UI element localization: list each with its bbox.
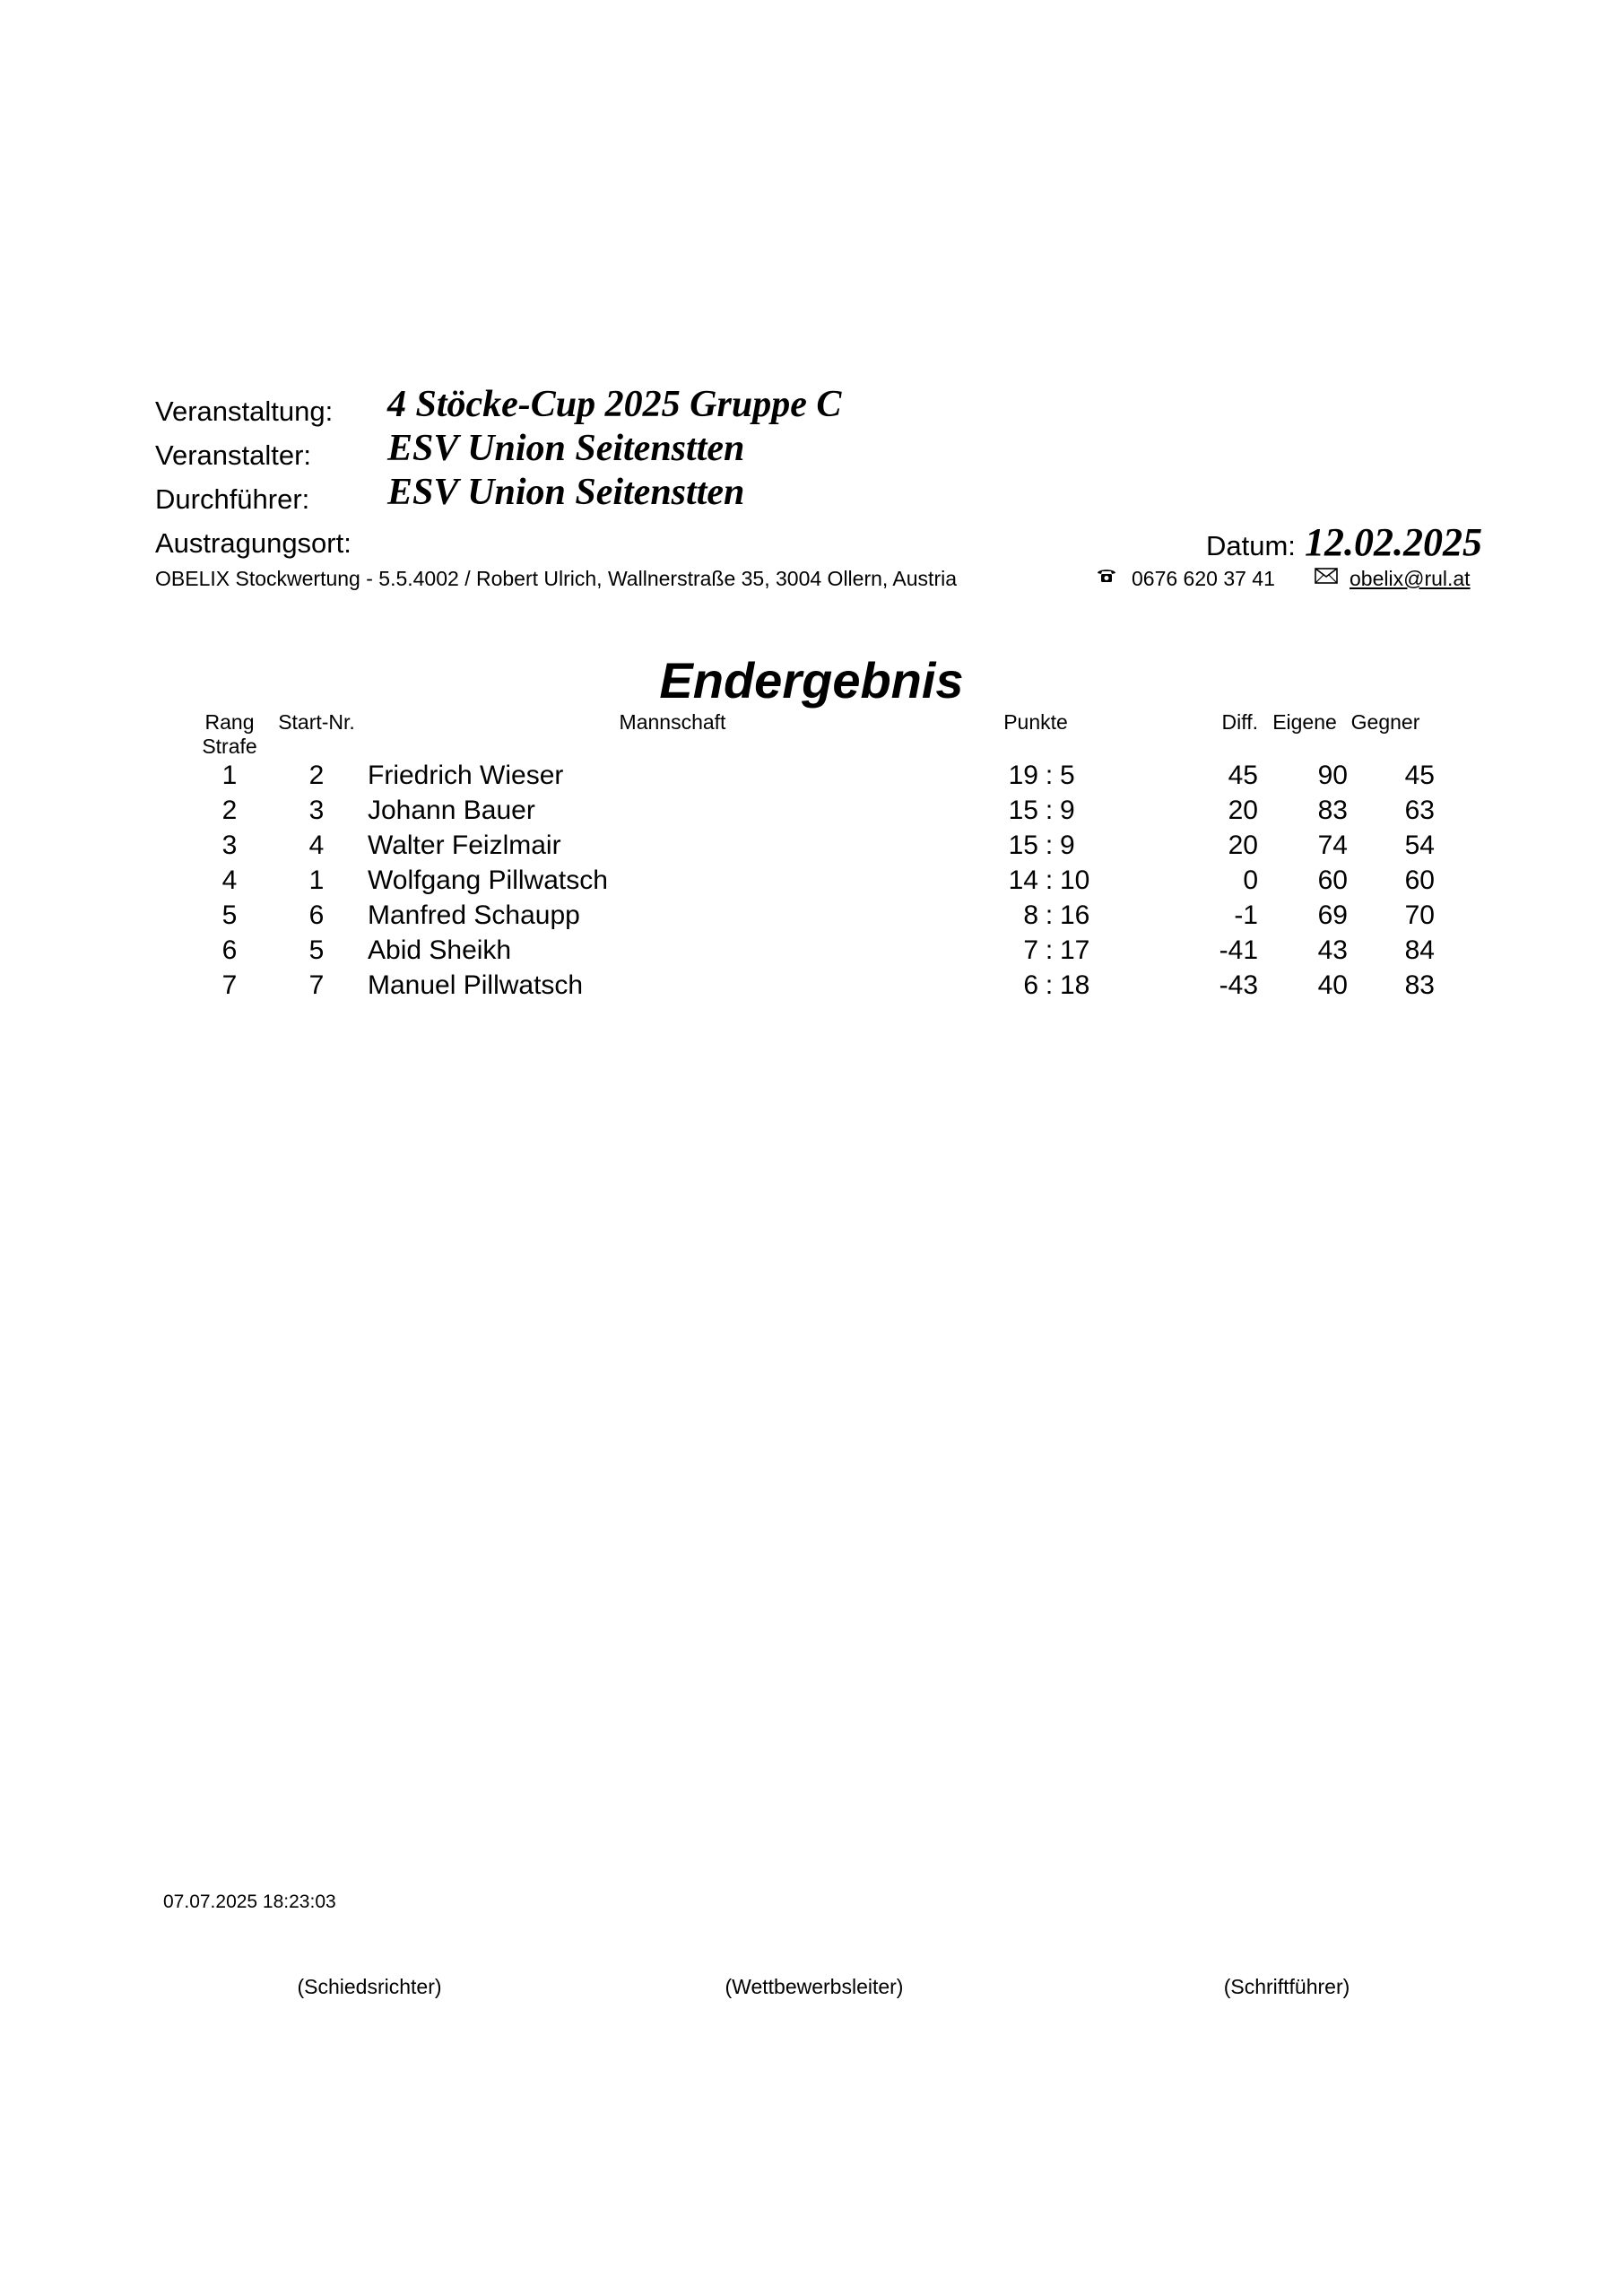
page-title: Endergebnis bbox=[659, 652, 964, 709]
cell-diff: 45 bbox=[1228, 761, 1258, 790]
cell-punkte-separator: : bbox=[1045, 796, 1054, 825]
cell-eigene: 90 bbox=[1317, 761, 1348, 790]
cell-rang: 4 bbox=[221, 865, 238, 895]
cell-punkte-gegner: 17 bbox=[1060, 935, 1090, 965]
envelope-icon bbox=[1315, 566, 1338, 591]
cell-diff: 0 bbox=[1243, 865, 1258, 895]
cell-mannschaft: Abid Sheikh bbox=[368, 935, 512, 965]
cell-diff: -41 bbox=[1219, 935, 1258, 965]
col-header-start-nr: Start-Nr. bbox=[278, 710, 355, 734]
cell-gegner: 70 bbox=[1404, 900, 1435, 930]
cell-punkte-separator: : bbox=[1045, 900, 1054, 930]
cell-diff: -43 bbox=[1219, 970, 1258, 1000]
datum-label: Datum: bbox=[1206, 530, 1296, 561]
cell-mannschaft: Johann Bauer bbox=[368, 796, 535, 825]
signature-schiedsrichter: (Schiedsrichter) bbox=[297, 1975, 442, 1998]
cell-punkte-eigen: 6 bbox=[1023, 970, 1038, 1000]
signature-schriftfuehrer: (Schriftführer) bbox=[1223, 1975, 1350, 1998]
cell-punkte-separator: : bbox=[1045, 935, 1054, 965]
cell-diff: 20 bbox=[1228, 831, 1258, 860]
cell-punkte-eigen: 19 bbox=[1008, 761, 1038, 790]
cell-punkte-separator: : bbox=[1045, 831, 1054, 860]
cell-gegner: 45 bbox=[1404, 761, 1435, 790]
cell-rang: 3 bbox=[221, 831, 238, 860]
cell-punkte-eigen: 15 bbox=[1008, 796, 1038, 825]
cell-diff: 20 bbox=[1228, 796, 1258, 825]
veranstalter-value: ESV Union Seitenstten bbox=[387, 428, 745, 469]
cell-punkte-gegner: 10 bbox=[1060, 865, 1090, 895]
signature-wettbewerbsleiter: (Wettbewerbsleiter) bbox=[725, 1975, 904, 1998]
austragungsort-label: Austragungsort: bbox=[155, 527, 352, 559]
print-timestamp: 07.07.2025 18:23:03 bbox=[163, 1892, 336, 1912]
col-header-gegner: Gegner bbox=[1350, 710, 1420, 734]
cell-rang: 1 bbox=[221, 761, 238, 790]
cell-punkte-separator: : bbox=[1045, 865, 1054, 895]
durchfuehrer-label: Durchführer: bbox=[155, 483, 310, 515]
cell-punkte-gegner: 16 bbox=[1060, 900, 1090, 930]
veranstalter-label: Veranstalter: bbox=[155, 439, 312, 471]
cell-start-nr: 4 bbox=[308, 831, 325, 860]
cell-gegner: 60 bbox=[1404, 865, 1435, 895]
cell-punkte-gegner: 5 bbox=[1060, 761, 1075, 790]
email-link[interactable]: obelix@rul.at bbox=[1350, 567, 1471, 590]
cell-gegner: 54 bbox=[1404, 831, 1435, 860]
veranstaltung-value: 4 Stöcke-Cup 2025 Gruppe C bbox=[387, 384, 842, 425]
cell-mannschaft: Wolfgang Pillwatsch bbox=[368, 865, 608, 895]
veranstaltung-label: Veranstaltung: bbox=[155, 396, 334, 427]
cell-gegner: 63 bbox=[1404, 796, 1435, 825]
cell-gegner: 84 bbox=[1404, 935, 1435, 965]
cell-diff: -1 bbox=[1234, 900, 1258, 930]
cell-rang: 6 bbox=[221, 935, 238, 965]
cell-start-nr: 1 bbox=[308, 865, 325, 895]
cell-gegner: 83 bbox=[1404, 970, 1435, 1000]
cell-eigene: 69 bbox=[1317, 900, 1348, 930]
col-header-eigene: Eigene bbox=[1272, 710, 1337, 734]
cell-mannschaft: Manuel Pillwatsch bbox=[368, 970, 584, 1000]
cell-punkte-gegner: 9 bbox=[1060, 796, 1075, 825]
col-header-strafe: Strafe bbox=[202, 735, 257, 758]
col-header-punkte: Punkte bbox=[1003, 710, 1068, 734]
cell-rang: 7 bbox=[221, 970, 238, 1000]
cell-eigene: 74 bbox=[1317, 831, 1348, 860]
cell-mannschaft: Manfred Schaupp bbox=[368, 900, 580, 930]
cell-punkte-separator: : bbox=[1045, 761, 1054, 790]
cell-punkte-separator: : bbox=[1045, 970, 1054, 1000]
datum-value: 12.02.2025 bbox=[1305, 520, 1482, 564]
cell-start-nr: 2 bbox=[308, 761, 325, 790]
cell-start-nr: 3 bbox=[308, 796, 325, 825]
durchfuehrer-value: ESV Union Seitenstten bbox=[387, 472, 745, 513]
cell-eigene: 40 bbox=[1317, 970, 1348, 1000]
cell-punkte-eigen: 14 bbox=[1008, 865, 1038, 895]
cell-rang: 5 bbox=[221, 900, 238, 930]
telephone-icon bbox=[1096, 565, 1117, 590]
cell-eigene: 83 bbox=[1317, 796, 1348, 825]
col-header-mannschaft: Mannschaft bbox=[619, 710, 726, 734]
col-header-diff: Diff. bbox=[1221, 710, 1258, 734]
cell-punkte-gegner: 18 bbox=[1060, 970, 1090, 1000]
cell-punkte-eigen: 8 bbox=[1023, 900, 1038, 930]
cell-punkte-eigen: 15 bbox=[1008, 831, 1038, 860]
cell-punkte-eigen: 7 bbox=[1023, 935, 1038, 965]
software-info: OBELIX Stockwertung - 5.5.4002 / Robert Ulrich, Wallnerstraße 35, 3004 Ollern, Austria bbox=[155, 567, 958, 590]
cell-mannschaft: Walter Feizlmair bbox=[368, 831, 561, 860]
cell-punkte-gegner: 9 bbox=[1060, 831, 1075, 860]
cell-start-nr: 7 bbox=[308, 970, 325, 1000]
phone-number: 0676 620 37 41 bbox=[1132, 567, 1275, 590]
col-header-rang: Rang bbox=[204, 710, 255, 734]
cell-eigene: 43 bbox=[1317, 935, 1348, 965]
cell-eigene: 60 bbox=[1317, 865, 1348, 895]
cell-start-nr: 5 bbox=[308, 935, 325, 965]
cell-mannschaft: Friedrich Wieser bbox=[368, 761, 564, 790]
cell-start-nr: 6 bbox=[308, 900, 325, 930]
cell-rang: 2 bbox=[221, 796, 238, 825]
